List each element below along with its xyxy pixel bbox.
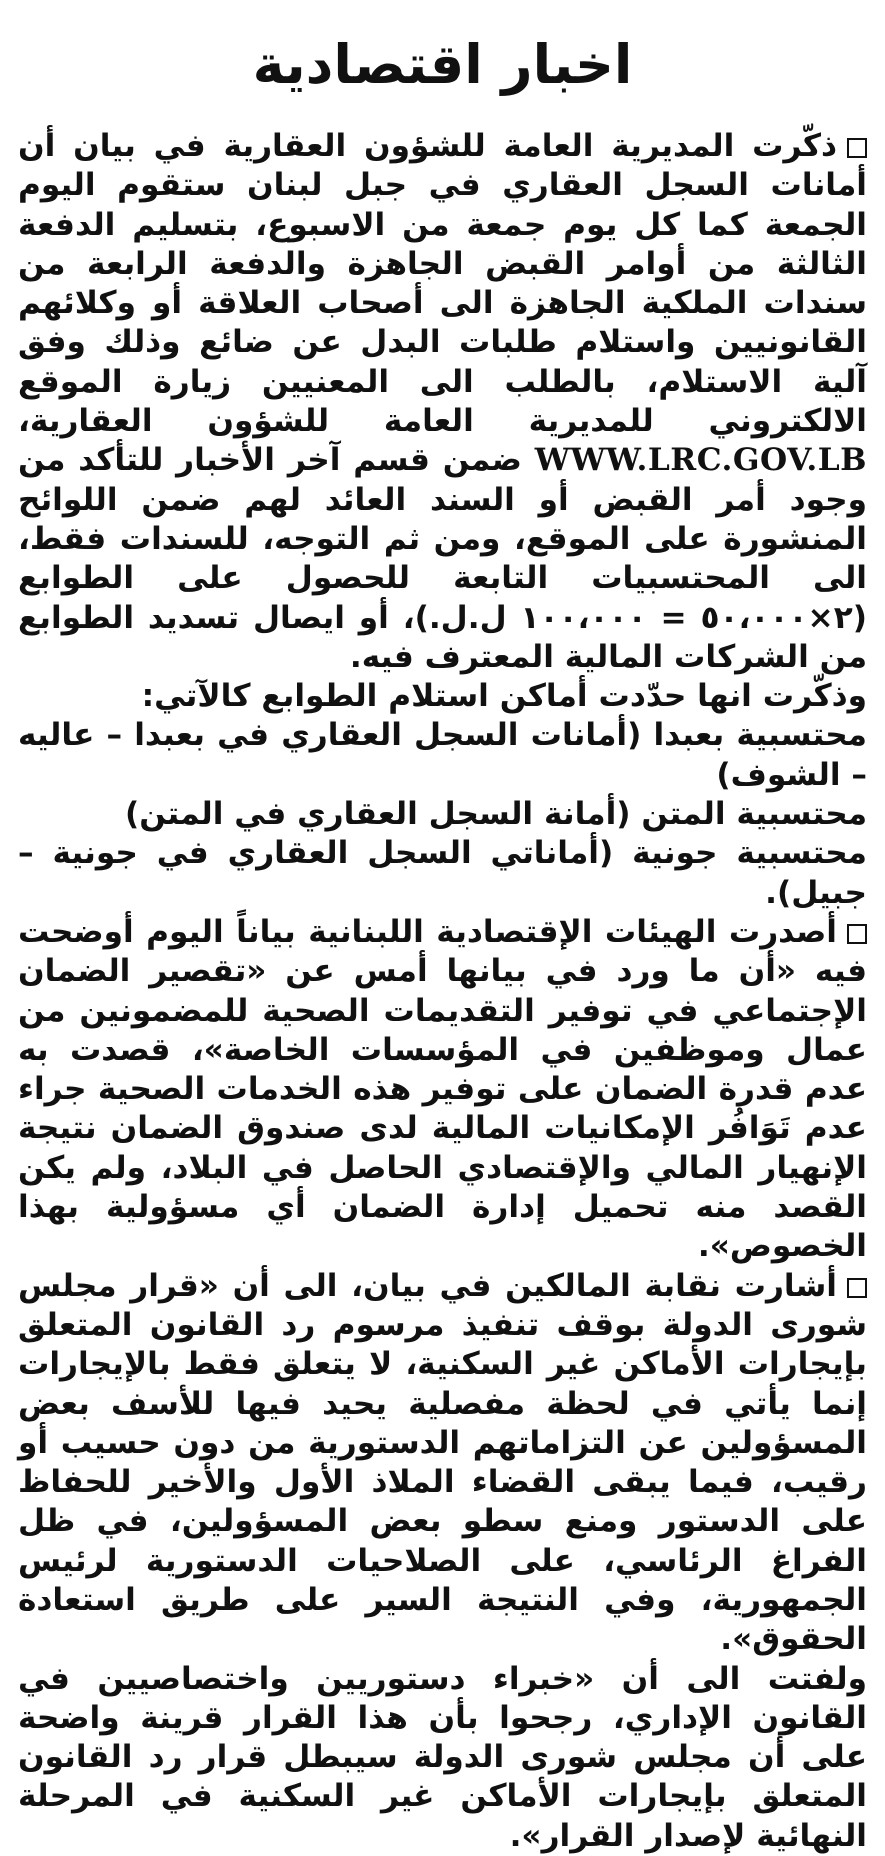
square-bullet-icon: [847, 1278, 867, 1298]
paragraph-7: [18, 1267, 867, 1660]
paragraph-6: [18, 913, 867, 1267]
top-cropped-text-fragment: [735, 0, 805, 6]
page-title: اخبار اقتصادية: [252, 33, 633, 96]
website-url: WWW.LRC.GOV.LB: [534, 442, 867, 479]
paragraph-1-text-after-url: ضمن قسم آخر الأخبار للتأكد من وجود أمر القبض أو السند العائد لهم ضمن اللوائح المنشورة على الموقع، ومن ثم التوجه، للسندات فقط، الى المحتسبيات التابعة للحصول على الطوابع (٢×٥٠،٠٠٠ = ١٠٠،٠٠٠ ل.ل.)، أو ايصال تسديد الطوابع من الشركات المالية المعترف فيه.: [18, 442, 867, 675]
list-item: محتسبية المتن (أمانة السجل العقاري في المتن): [125, 796, 867, 833]
paragraph-2: وذكّرت انها حدّدت أماكن استلام الطوابع كالآتي:: [141, 678, 867, 715]
paragraph-8: ولفتت الى أن «خبراء دستوريين واختصاصيين في القانون الإداري، رجحوا بأن هذا القرار قرينة واضحة على أن مجلس شورى الدولة سيبطل قرار رد القانون المتعلق بإيجارات الأماكن غير السكنية في المرحلة النهائية لإصدار القرار».: [18, 1660, 867, 1854]
square-bullet-icon: [847, 924, 867, 944]
article-body: [18, 127, 867, 1856]
list-item: محتسبية بعبدا (أمانات السجل العقاري في بعبدا – عاليه – الشوف): [18, 717, 867, 793]
paragraph-1-text-before-url: ذكّرت المديرية العامة للشؤون العقارية في بيان أن أمانات السجل العقاري في جبل لبنان ستقوم اليوم الجمعة كما كل يوم جمعة من الاسبوع، بتسليم الدفعة الثالثة من أوامر القبض الجاهزة والدفعة الرابعة من سندات الملكية الجاهزة الى أصحاب العلاقة أو وكلائهم القانونيين واستلام طلبات البدل عن ضائع وذلك وفق آلية الاستلام، بالطلب الى المعنيين زيارة الموقع الالكتروني للمديرية العامة للشؤون العقارية،: [18, 128, 867, 440]
paragraph-6-text: أصدرت الهيئات الإقتصادية اللبنانية بياناً اليوم أوضحت فيه «أن ما ورد في بيانها أمس عن «تقصير الضمان الإجتماعي في توفير التقديمات الصحية للمضمونين من عمال وموظفين في المؤسسات الخاصة»، قصدت به عدم قدرة الضمان على توفير هذه الخدمات الصحية جراء عدم تَوَافُر الإمكانيات المالية لدى صندوق الضمان نتيجة الإنهيار المالي والإقتصادي الحاصل في البلاد، ولم يكن القصد منه تحميل إدارة الضمان أي مسؤولية بهذا الخصوص».: [18, 913, 867, 1265]
square-bullet-icon: [847, 138, 867, 158]
list-item: محتسبية جونية (أماناتي السجل العقاري في جونية – جبيل).: [18, 835, 867, 911]
paragraph-1: [18, 127, 867, 677]
paragraph-7-text: أشارت نقابة المالكين في بيان، الى أن «قرار مجلس شورى الدولة بوقف تنفيذ مرسوم رد القانون المتعلق بإيجارات الأماكن غير السكنية، لا يتعلق فقط بالإيجارات إنما يأتي في لحظة مفصلية يحيد فيها للأسف بعض المسؤولين عن التزاماتهم الدستورية من دون حسيب أو رقيب، فيما يبقى القضاء الملاذ الأول والأخير للحفاظ على الدستور ومنع سطو بعض المسؤولين، في ظل الفراغ الرئاسي، على الصلاحيات الدستورية لرئيس الجمهورية، وفي النتيجة السير على طريق استعادة الحقوق».: [18, 1267, 867, 1658]
